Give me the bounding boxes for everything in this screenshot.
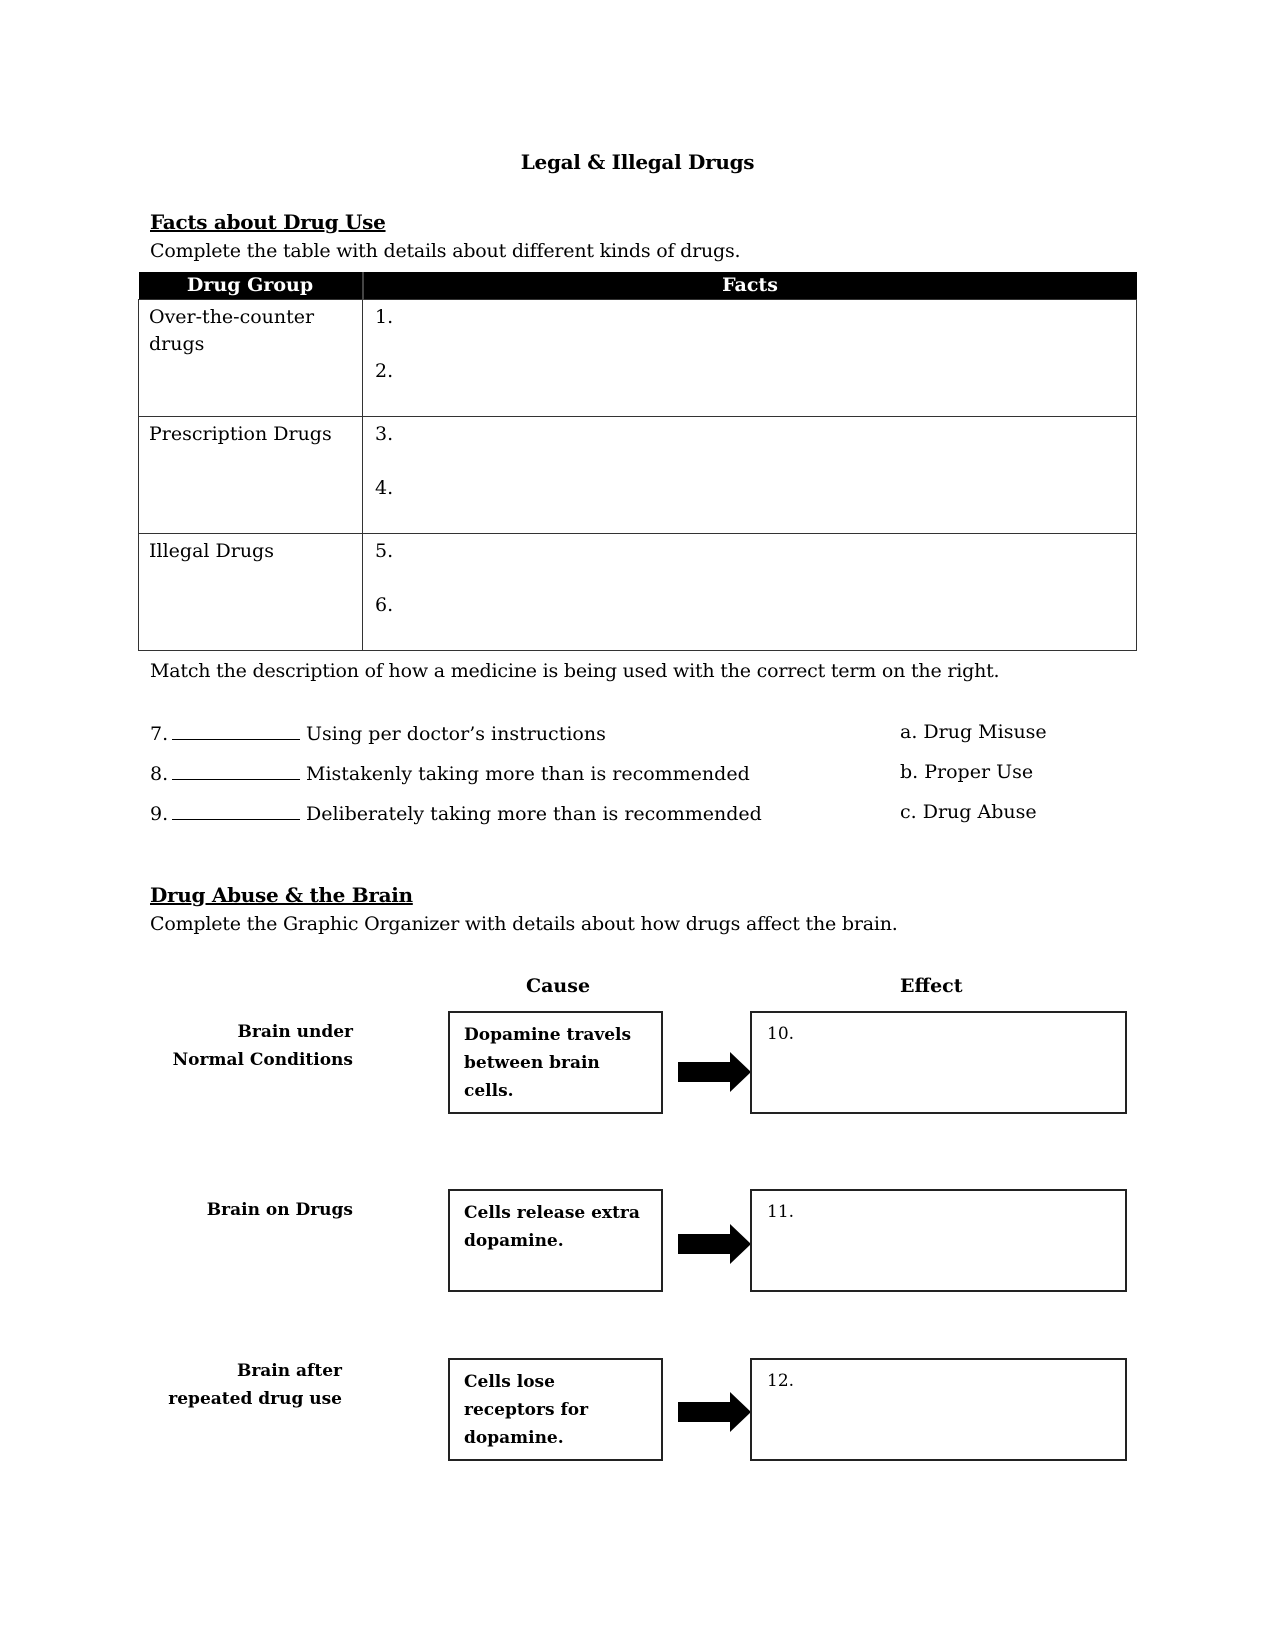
row-label-line: Brain on Drugs — [206, 1200, 353, 1220]
drug-group-cell: Illegal Drugs — [139, 534, 363, 651]
row-label-normal-conditions — [150, 1018, 353, 1074]
cause-box: Dopamine travels between brain cells. — [448, 1011, 663, 1114]
item-description: Deliberately taking more than is recommended — [306, 803, 762, 825]
matching-item — [150, 721, 606, 745]
answer-blank[interactable] — [172, 801, 300, 820]
brain-instruction: Complete the Graphic Organizer with details about how drugs affect the brain. — [150, 913, 898, 935]
effect-column-header: Effect — [900, 975, 963, 997]
row-label-line: Brain under — [237, 1022, 353, 1042]
effect-box[interactable]: 11. — [750, 1189, 1127, 1292]
right-arrow-icon — [678, 1392, 751, 1432]
cause-column-header: Cause — [526, 975, 591, 997]
column-header-facts: Facts — [363, 272, 1137, 300]
matching-item — [150, 761, 750, 785]
matching-instruction: Match the description of how a medicine is being used with the correct term on the right. — [150, 660, 1000, 682]
item-description: Using per doctor’s instructions — [306, 723, 606, 745]
facts-instruction: Complete the table with details about different kinds of drugs. — [150, 240, 741, 262]
fact-item[interactable]: 6. — [375, 594, 394, 616]
right-arrow-icon — [678, 1224, 751, 1264]
term-option: a. Drug Misuse — [900, 721, 1047, 743]
fact-item[interactable]: 2. — [375, 360, 394, 382]
item-description: Mistakenly taking more than is recommended — [306, 763, 750, 785]
right-arrow-icon — [678, 1052, 751, 1092]
facts-cell[interactable] — [363, 417, 1137, 534]
cause-box: Cells lose receptors for dopamine. — [448, 1358, 663, 1461]
facts-table — [138, 272, 1137, 651]
answer-blank[interactable] — [172, 721, 300, 740]
row-label-repeated-drug-use — [150, 1357, 342, 1413]
brain-heading: Drug Abuse & the Brain — [150, 883, 413, 907]
row-label-line: Brain after — [236, 1361, 342, 1381]
column-header-drug-group: Drug Group — [139, 272, 363, 300]
drug-group-cell: Over-the-counter drugs — [139, 300, 363, 417]
term-option: b. Proper Use — [900, 761, 1034, 783]
table-row — [139, 417, 1137, 534]
term-option: c. Drug Abuse — [900, 801, 1037, 823]
facts-heading: Facts about Drug Use — [150, 210, 386, 234]
row-label-line: repeated drug use — [168, 1389, 342, 1409]
row-label-brain-on-drugs — [150, 1196, 353, 1224]
cause-box: Cells release extra dopamine. — [448, 1189, 663, 1292]
answer-blank[interactable] — [172, 761, 300, 780]
effect-box[interactable]: 12. — [750, 1358, 1127, 1461]
fact-item[interactable]: 5. — [375, 540, 394, 562]
facts-table-header — [139, 272, 1137, 300]
page-title: Legal & Illegal Drugs — [520, 150, 755, 174]
item-number: 8. — [150, 763, 169, 785]
drug-group-cell: Prescription Drugs — [139, 417, 363, 534]
table-row — [139, 534, 1137, 651]
item-number: 7. — [150, 723, 169, 745]
fact-item[interactable]: 4. — [375, 477, 394, 499]
matching-item — [150, 801, 762, 825]
item-number: 9. — [150, 803, 169, 825]
table-row — [139, 300, 1137, 417]
fact-item[interactable]: 3. — [375, 423, 394, 445]
fact-item[interactable]: 1. — [375, 306, 394, 328]
effect-box[interactable]: 10. — [750, 1011, 1127, 1114]
facts-cell[interactable] — [363, 534, 1137, 651]
row-label-line: Normal Conditions — [172, 1050, 353, 1070]
facts-cell[interactable] — [363, 300, 1137, 417]
